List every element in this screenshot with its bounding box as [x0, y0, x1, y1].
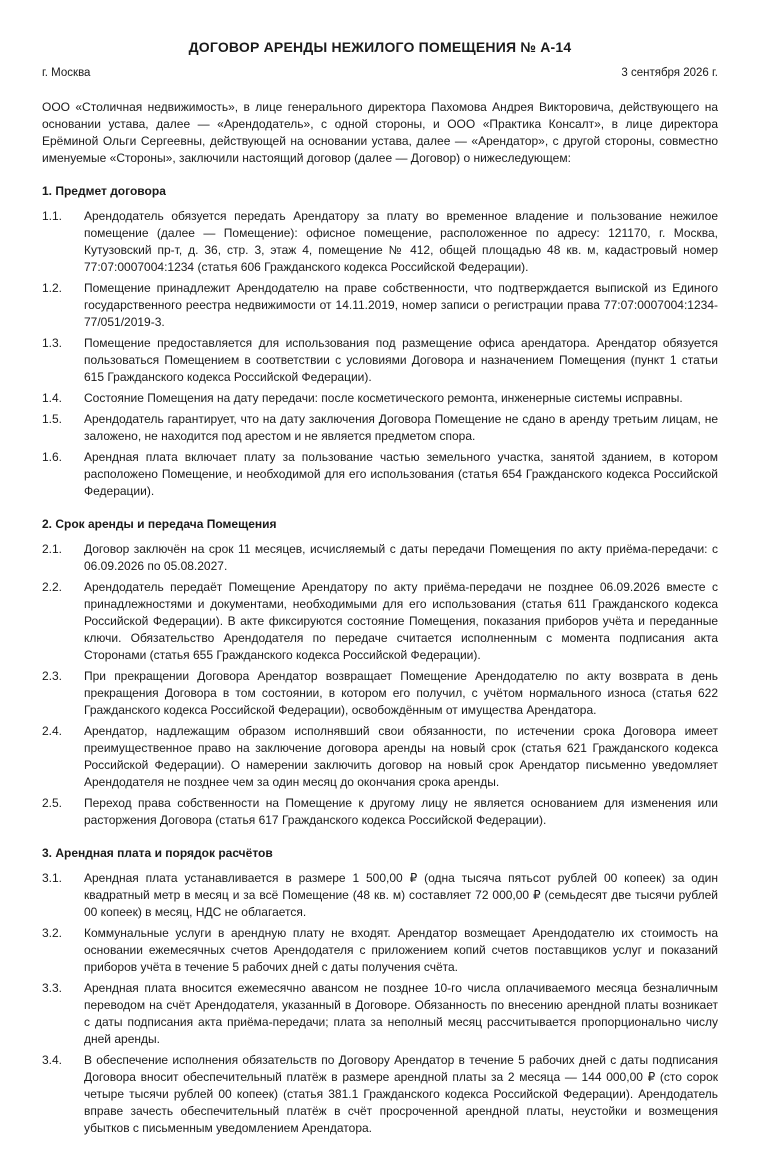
clause-number: 2.3.	[42, 669, 63, 683]
clause-text: Арендная плата включает плату за пользование частью земельного участка, занятой зданием, в котором расположено Помещение, и необходимой для его использования (статья 654 Гражданского кодекса Российской Федерации).	[84, 450, 718, 498]
clause-item	[42, 208, 718, 276]
clause-text: Арендная плата вносится ежемесячно авансом не позднее 10-го числа оплачиваемого месяца безналичным переводом на счёт Арендодателя, указанный в Договоре. Обязанность по внесению арендной платы возникает с даты подписания акта приёма-передачи; плата за неполный месяц рассчитывается пропорционально числу дней аренды.	[84, 981, 718, 1046]
clause-text: Коммунальные услуги в арендную плату не входят. Арендатор возмещает Арендодателю их стоимость на основании ежемесячных счетов Арендодателя с приложением копий счетов поставщиков услуг и показаний приборов учёта в течение 5 рабочих дней с даты получения счёта.	[84, 926, 718, 974]
section-heading: 2. Срок аренды и передача Помещения	[42, 517, 277, 531]
clause-text: Арендодатель передаёт Помещение Арендатору по акту приёма-передачи не позднее 06.09.2026 вместе с принадлежностями и документами, необходимыми для его использования (статья 611 Гражданского кодекса Российской Федерации). В акте фиксируются состояние Помещения, показания приборов учёта и переданные ключи. Обязательство Арендодателя по передаче считается исполненным с момента подписания акта Сторонами (статья 655 Гражданского кодекса Российской Федерации).	[84, 580, 718, 662]
clause-item	[42, 411, 718, 445]
document-city: г. Москва	[42, 67, 91, 79]
clause-number: 3.1.	[42, 871, 63, 885]
clause-number: 2.2.	[42, 580, 63, 594]
clause-number: 1.3.	[42, 336, 63, 350]
document-meta	[42, 65, 718, 82]
clause-number: 3.2.	[42, 926, 63, 940]
clause-item	[42, 280, 718, 331]
clause-item	[42, 980, 718, 1048]
clause-number: 2.4.	[42, 724, 63, 738]
preamble: ООО «Столичная недвижимость», в лице генерального директора Пахомова Андрея Викторовича, действующего на основании устава, далее — «Арендодатель», с одной стороны, и ООО «Практика Консалт», в лице директора Ерёминой Ольги Сергеевны, действующей на основании устава, далее — «Арендатор», с другой стороны, совместно именуемые «Стороны», заключили настоящий договор (далее — Договор) о нижеследующем:	[42, 100, 718, 165]
clause-number: 1.4.	[42, 391, 63, 405]
clause-item	[42, 449, 718, 500]
clause-text: Помещение предоставляется для использования под размещение офиса арендатора. Арендатор обязуется пользоваться Помещением в соответствии с условиями Договора и назначением Помещения (пункт 1 статьи 615 Гражданского кодекса Российской Федерации).	[84, 336, 718, 384]
section-heading: 1. Предмет договора	[42, 184, 166, 198]
clause-text: В обеспечение исполнения обязательств по Договору Арендатор в течение 5 рабочих дней с даты подписания Договора вносит обеспечительный платёж в размере арендной платы за 2 месяца — 144 000,00 ₽ (сто сорок четыре тысячи рублей 00 копеек) (статья 381.1 Гражданского кодекса Российской Федерации). Арендодатель вправе зачесть обеспечительный платёж в счёт просроченной арендной платы, неустойки и возмещения убытков с письменным уведомлением Арендатора.	[84, 1053, 718, 1135]
clause-number: 2.1.	[42, 542, 63, 556]
clause-item	[42, 1052, 718, 1137]
clause-item	[42, 668, 718, 719]
clause-number: 1.6.	[42, 450, 63, 464]
clause-text: При прекращении Договора Арендатор возвращает Помещение Арендодателю по акту возврата в день прекращения Договора в том состоянии, в котором его получил, с учётом нормального износа (статья 622 Гражданского кодекса Российской Федерации), освобождённым от имущества Арендатора.	[84, 669, 718, 717]
clause-number: 1.2.	[42, 281, 63, 295]
clause-item	[42, 870, 718, 921]
clause-number: 2.5.	[42, 796, 63, 810]
clause-text: Договор заключён на срок 11 месяцев, исчисляемый с даты передачи Помещения по акту приёма-передачи: с 06.09.2026 по 05.08.2027.	[84, 542, 718, 573]
clause-item	[42, 541, 718, 575]
clause-item	[42, 390, 718, 407]
clause-text: Арендодатель обязуется передать Арендатору за плату во временное владение и пользование нежилое помещение (далее — Помещение): офисное помещение, расположенное по адресу: 121170, г. Москва, Кутузовский пр-т, д. 36, стр. 3, этаж 4, помещение № 412, общей площадью 48 кв. м, кадастровый номер 77:07:0007004:1234 (статья 606 Гражданского кодекса Российской Федерации).	[84, 209, 718, 274]
section-heading: 3. Арендная плата и порядок расчётов	[42, 846, 273, 860]
clause-item	[42, 579, 718, 664]
clause-text: Арендодатель гарантирует, что на дату заключения Договора Помещение не сдано в аренду третьим лицам, не заложено, не находится под арестом и не является предметом спора.	[84, 412, 718, 443]
clause-text: Переход права собственности на Помещение к другому лицу не является основанием для изменения или расторжения Договора (статья 617 Гражданского кодекса Российской Федерации).	[84, 796, 718, 827]
clause-number: 1.1.	[42, 209, 63, 223]
clause-item	[42, 925, 718, 976]
clause-text: Арендная плата устанавливается в размере 1 500,00 ₽ (одна тысяча пятьсот рублей 00 копеек) за один квадратный метр в месяц и за всё Помещение (48 кв. м) составляет 72 000,00 ₽ (семьдесят две тысячи рублей 00 копеек) в месяц, НДС не облагается.	[84, 871, 718, 919]
contract-page	[0, 38, 760, 1158]
clause-number: 3.3.	[42, 981, 63, 995]
clause-number: 3.4.	[42, 1053, 63, 1067]
clause-item	[42, 335, 718, 386]
clause-item	[42, 795, 718, 829]
clause-text: Помещение принадлежит Арендодателю на праве собственности, что подтверждается выпиской из Единого государственного реестра недвижимости от 14.11.2019, номер записи о регистрации права 77:07:0007004:1234-77/051/2019-3.	[84, 281, 718, 329]
clause-text: Состояние Помещения на дату передачи: после косметического ремонта, инженерные системы исправны.	[84, 391, 683, 405]
clause-text: Арендатор, надлежащим образом исполнявший свои обязанности, по истечении срока Договора имеет преимущественное право на заключение договора аренды на новый срок (статья 621 Гражданского кодекса Российской Федерации). О намерении заключить договор на новый срок Арендатор письменно уведомляет Арендодателя не позднее чем за один месяц до окончания срока аренды.	[84, 724, 718, 789]
contract-sections	[42, 183, 718, 1137]
clause-item	[42, 723, 718, 791]
document-title: ДОГОВОР АРЕНДЫ НЕЖИЛОГО ПОМЕЩЕНИЯ № А-14	[188, 39, 572, 55]
clause-number: 1.5.	[42, 412, 63, 426]
document-date: 3 сентября 2026 г.	[621, 67, 718, 79]
